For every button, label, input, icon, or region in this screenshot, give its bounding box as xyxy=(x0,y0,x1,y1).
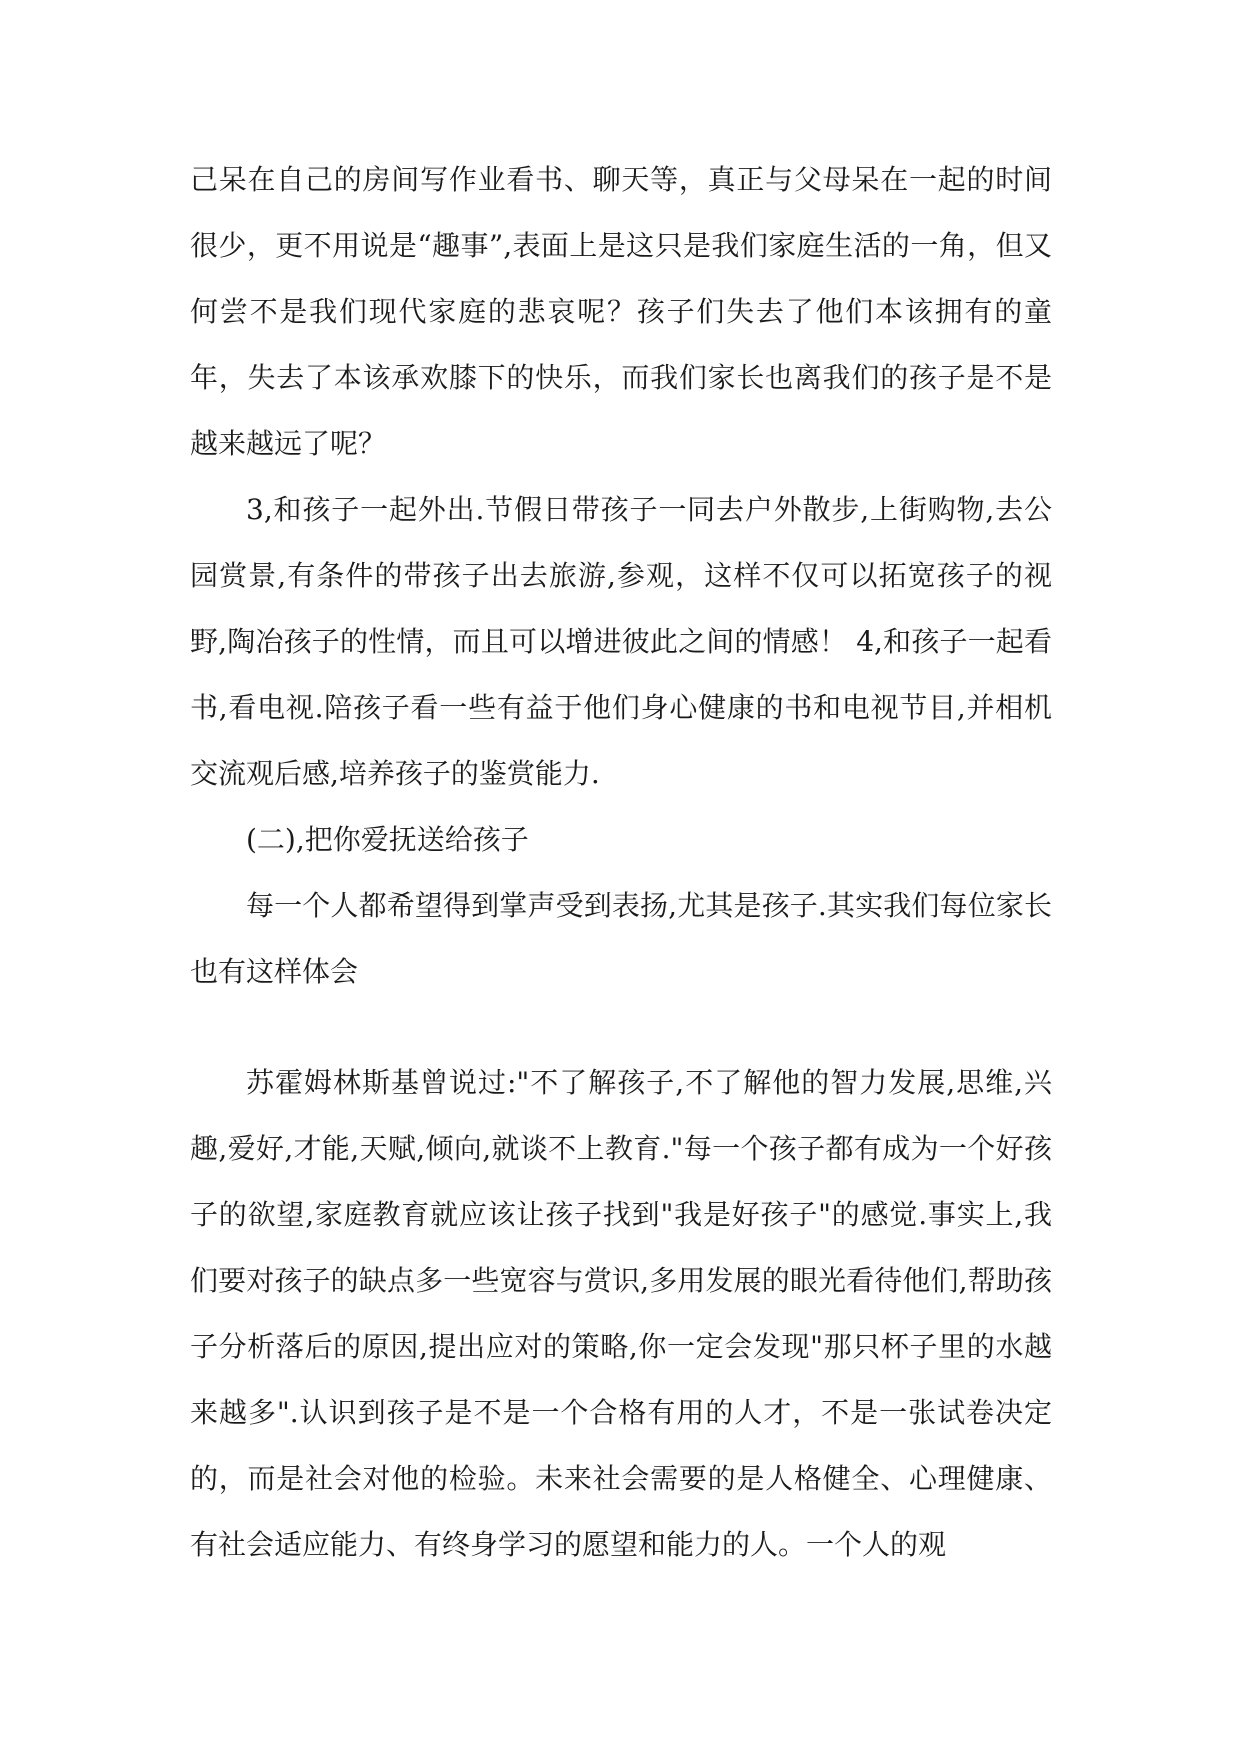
paragraph-sukhomlinsky-quote: 苏霍姆林斯基曾说过:"不了解孩子,不了解他的智力发展,思维,兴趣,爱好,才能,天赋,倾向,就谈不上教育."每一个孩子都有成为一个好孩子的欲望,家庭教育就应该让孩子找到"我是好孩子"的感觉.事实上,我们要对孩子的缺点多一些宽容与赏识,多用发展的眼光看待他们,帮助孩子分析落后的原因,提出应对的策略,你一定会发现"那只杯子里的水越来越多".认识到孩子是不是一个合格有用的人才，不是一张试卷决定的，而是社会对他的检验。未来社会需要的是人格健全、心理健康、有社会适应能力、有终身学习的愿望和能力的人。一个人的观 xyxy=(190,1066,1052,1561)
paragraph-outings-reading: 3,和孩子一起外出.节假日带孩子一同去户外散步,上街购物,去公园赏景,有条件的带孩子出去旅游,参观，这样不仅可以拓宽孩子的视野,陶冶孩子的性情，而且可以增进彼此之间的情感！ 4,和孩子一起看书,看电视.陪孩子看一些有益于他们身心健康的书和电视节目,并相机交流观后感,培养孩子的鉴赏能力. xyxy=(190,493,1052,790)
text-block-upper xyxy=(190,147,1052,1005)
paragraph-family-time: 己呆在自己的房间写作业看书、聊天等，真正与父母呆在一起的时间很少，更不用说是“趣事”,表面上是这只是我们家庭生活的一角，但又何尝不是我们现代家庭的悲哀呢？孩子们失去了他们本该拥有的童年，失去了本该承欢膝下的快乐，而我们家长也离我们的孩子是不是越来越远了呢？ xyxy=(190,163,1052,460)
text-block-lower xyxy=(190,1050,1052,1578)
paragraph-praise: 每一个人都希望得到掌声受到表扬,尤其是孩子.其实我们每位家长也有这样体会 xyxy=(190,889,1052,988)
section-heading-love: (二),把你爱抚送给孩子 xyxy=(246,823,529,856)
